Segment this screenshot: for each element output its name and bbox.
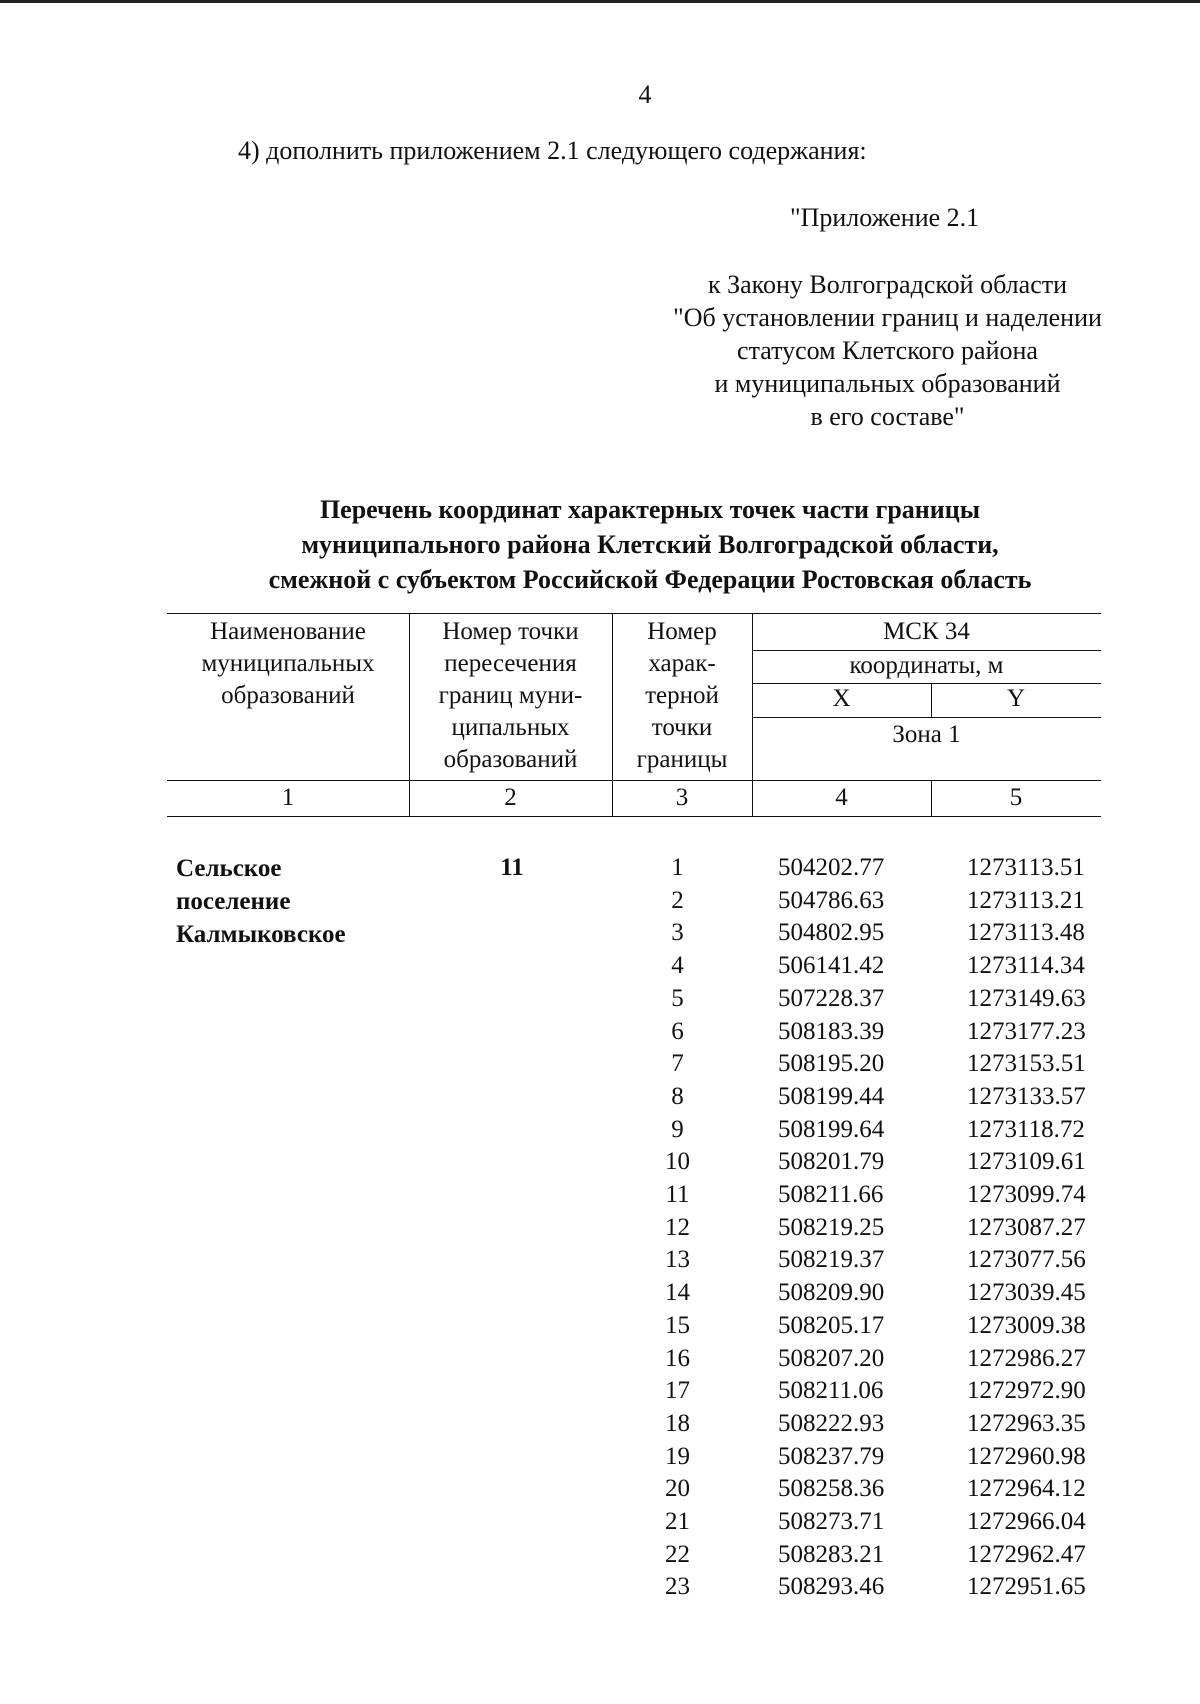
coordinate-x: 508205.17 [778, 1311, 885, 1339]
table-row [0, 1571, 1200, 1603]
coordinate-y: 1273109.61 [967, 1148, 1086, 1176]
header-y: Y [1006, 685, 1026, 712]
coordinate-x: 508201.79 [778, 1148, 885, 1176]
coordinate-y: 1273149.63 [967, 984, 1086, 1012]
point-number: 12 [665, 1213, 690, 1241]
appendix-title: "Приложение 2.1 [790, 203, 980, 232]
coordinate-y: 1273118.72 [967, 1115, 1085, 1143]
point-number: 11 [665, 1181, 690, 1208]
point-number: 4 [671, 952, 684, 980]
coordinate-x: 508195.20 [778, 1050, 885, 1078]
coordinate-y: 1273113.51 [967, 854, 1085, 881]
header-number-3: 3 [675, 784, 689, 811]
coordinate-y: 1273114.34 [967, 952, 1085, 980]
appendix-ref-line: статусом Клетского района [737, 336, 1038, 365]
table-row [0, 1114, 1200, 1146]
coordinate-y: 1272960.98 [967, 1442, 1086, 1470]
coordinate-x: 508219.37 [778, 1246, 885, 1274]
point-number: 9 [671, 1115, 684, 1143]
point-number: 16 [665, 1344, 690, 1372]
table-row [0, 1310, 1200, 1342]
coordinate-y: 1273177.23 [967, 1017, 1086, 1045]
point-number: 19 [665, 1442, 690, 1470]
point-number: 3 [671, 919, 684, 947]
table-row [0, 917, 1200, 949]
table-row [0, 1441, 1200, 1473]
table-row [0, 1081, 1200, 1113]
intro-paragraph: 4) дополнить приложением 2.1 следующего содержания: [238, 136, 867, 165]
coordinate-y: 1272962.47 [967, 1540, 1086, 1568]
table-row [0, 1277, 1200, 1309]
coordinate-y: 1272951.65 [967, 1573, 1086, 1601]
header-number-2: 2 [504, 784, 517, 811]
header-col-municipality: Наименование муниципальных образований [201, 618, 375, 709]
header-coords: координаты, м [849, 652, 1004, 679]
appendix-ref-line: в его составе" [810, 402, 965, 431]
coordinate-x: 508237.79 [778, 1442, 885, 1470]
header-top-border [167, 613, 1101, 614]
header-col-intersection: Номер точки пересечения границ муни- ципальных образований [438, 618, 583, 773]
scan-edge-line [0, 0, 1200, 3]
coordinate-y: 1273113.21 [967, 886, 1085, 914]
coordinate-y: 1273087.27 [967, 1213, 1086, 1241]
point-number: 10 [665, 1148, 690, 1176]
table-row [0, 1179, 1200, 1211]
coordinate-x: 508211.66 [778, 1181, 884, 1208]
point-number: 17 [665, 1377, 690, 1405]
coordinate-y: 1273113.48 [967, 919, 1085, 947]
coordinate-y: 1273039.45 [967, 1279, 1086, 1307]
coordinate-y: 1272986.27 [967, 1344, 1086, 1372]
header-zone: Зона 1 [892, 721, 961, 748]
header-numbers-border [167, 816, 1101, 817]
coordinate-y: 1272966.04 [967, 1508, 1086, 1535]
title-line: смежной с субъектом Российской Федерации Ростовская область [268, 565, 1032, 594]
coordinate-x: 504202.77 [778, 854, 885, 881]
coordinate-x: 508258.36 [778, 1475, 885, 1503]
coordinate-x: 508222.93 [778, 1409, 885, 1437]
table-row [0, 1408, 1200, 1440]
point-number: 23 [665, 1573, 690, 1601]
coordinate-x: 504802.95 [778, 919, 885, 947]
table-row [0, 1343, 1200, 1375]
coordinate-x: 504786.63 [778, 886, 885, 914]
coordinate-y: 1272964.12 [967, 1475, 1086, 1503]
coordinate-x: 508209.90 [778, 1279, 885, 1307]
title-line: муниципального района Клетский Волгоградской области, [301, 530, 999, 559]
coordinate-x: 507228.37 [778, 984, 885, 1012]
coordinate-x: 508293.46 [778, 1573, 885, 1601]
point-number: 15 [665, 1311, 690, 1339]
coordinate-x: 508199.64 [778, 1115, 885, 1143]
appendix-reference [640, 268, 1135, 433]
header-x: X [832, 685, 851, 712]
coordinate-x: 508283.21 [778, 1540, 885, 1568]
point-number: 8 [671, 1082, 684, 1110]
table-row [0, 1212, 1200, 1244]
coordinate-x: 508199.44 [778, 1082, 885, 1110]
table-row [0, 1506, 1200, 1538]
page-number: 4 [638, 80, 652, 109]
appendix-ref-line: "Об установлении границ и наделении [673, 303, 1102, 332]
point-number: 1 [671, 854, 684, 881]
coordinate-y: 1272972.90 [967, 1377, 1086, 1405]
intersection-point-number: 11 [500, 854, 524, 881]
header-bottom-border [167, 780, 1101, 781]
table-row [0, 1146, 1200, 1178]
table-row [0, 983, 1200, 1015]
point-number: 22 [665, 1540, 690, 1568]
header-msk: МСК 34 [883, 618, 970, 645]
coordinate-x: 508207.20 [778, 1344, 885, 1372]
table-row [0, 1473, 1200, 1505]
point-number: 7 [671, 1050, 684, 1078]
coordinate-y: 1273153.51 [967, 1050, 1086, 1078]
header-col-point: Номер харак- терной точки границы [636, 618, 728, 773]
table-row [0, 950, 1200, 982]
point-number: 6 [671, 1017, 684, 1045]
point-number: 21 [665, 1508, 690, 1535]
header-number-4: 4 [835, 784, 848, 811]
header-xy-line [752, 717, 1101, 718]
coordinate-x: 508273.71 [778, 1508, 885, 1535]
point-number: 13 [665, 1246, 690, 1274]
point-number: 14 [665, 1279, 690, 1307]
point-number: 20 [665, 1475, 690, 1503]
point-number: 5 [671, 984, 684, 1012]
coordinate-x: 508183.39 [778, 1017, 885, 1045]
municipality-name: Сельское поселение Калмыковское [176, 855, 346, 948]
appendix-ref-line: и муниципальных образований [714, 369, 1061, 398]
document-title [150, 492, 1150, 597]
table-row [0, 852, 1200, 884]
coordinate-x: 508211.06 [778, 1377, 884, 1405]
appendix-ref-line: к Закону Волгоградской области [707, 270, 1068, 299]
point-number: 2 [671, 886, 684, 914]
table-header [167, 613, 1101, 816]
table-row [0, 1244, 1200, 1276]
coordinate-y: 1273099.74 [967, 1181, 1086, 1208]
point-number: 18 [665, 1409, 690, 1437]
table-row [0, 1048, 1200, 1080]
table-row [0, 1016, 1200, 1048]
coordinate-x: 508219.25 [778, 1213, 885, 1241]
coordinate-y: 1273133.57 [967, 1082, 1086, 1110]
table-row [0, 1539, 1200, 1571]
table-row [0, 1375, 1200, 1407]
coordinate-y: 1273077.56 [967, 1246, 1086, 1274]
coordinate-y: 1273009.38 [967, 1311, 1086, 1339]
coordinate-y: 1272963.35 [967, 1409, 1086, 1437]
table-row [0, 885, 1200, 917]
coordinate-x: 506141.42 [778, 952, 885, 980]
header-number-5: 5 [1009, 784, 1023, 811]
header-number-1: 1 [281, 784, 295, 811]
title-line: Перечень координат характерных точек части границы [319, 495, 981, 524]
